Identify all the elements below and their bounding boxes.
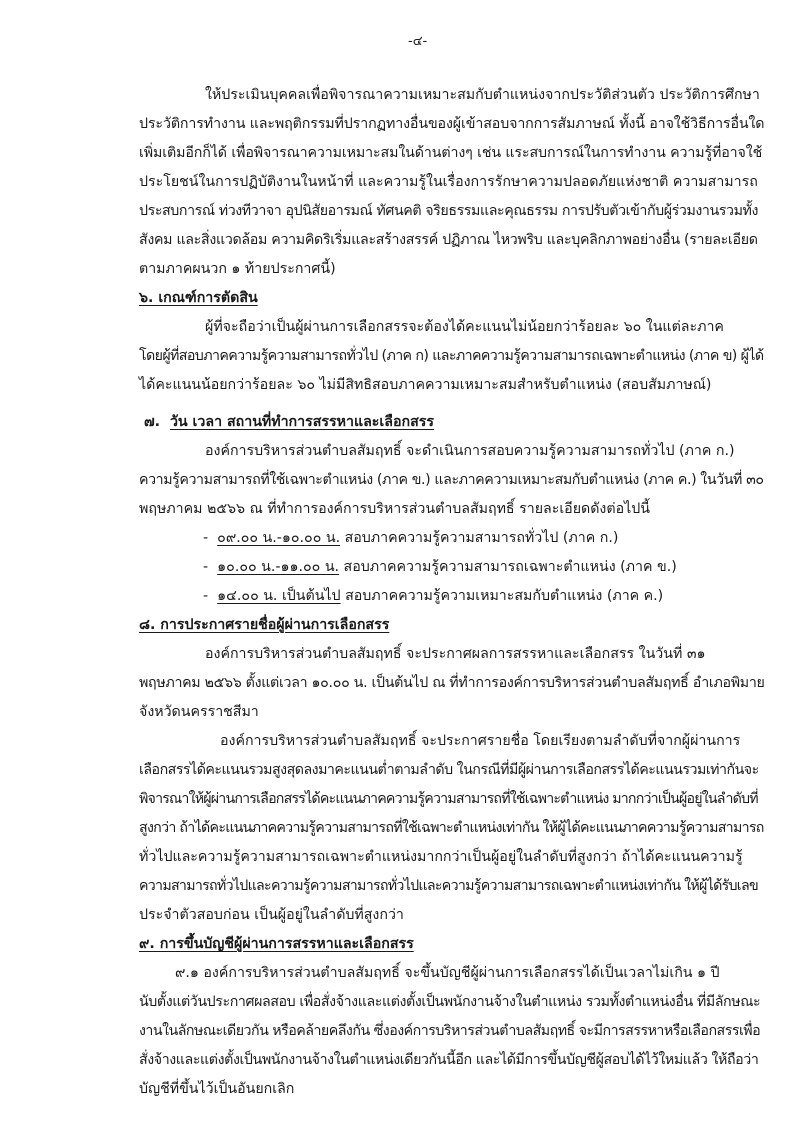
schedule-time: ๑๐.๐๐ น.-๑๑.๐๐ น. (217, 559, 340, 575)
body-line: ทั่วไปและความรู้ความสามารถเฉพาะตำแหน่งมากกว่าเป็นผู้อยู่ในลำดับที่สูงกว่า ถ้าได้คะแนนความรู้ (139, 849, 743, 865)
body-line: พฤษภาคม ๒๕๖๖ ตั้งแต่เวลา ๑๐.๐๐ น. เป็นต้นไป ณ ที่ทำการองค์การบริหารส่วนตำบลสัมฤทธิ์ อำเภอพิมาย (139, 675, 765, 691)
body-line: ความสามารถทั่วไปและความรู้ความสามารถทั่วไปและความรู้ความสามารถเฉพาะตำแหน่งเท่ากัน ให้ผู้ได้รับเลข (139, 878, 758, 894)
schedule-desc: สอบภาคความรู้ความสามารถทั่วไป (ภาค ก.) (340, 530, 619, 546)
schedule-time: ๐๙.๐๐ น.-๑๐.๐๐ น. (217, 530, 341, 546)
body-line: สั่งจ้างและแต่งตั้งเป็นพนักงานจ้างในตำแหน่งเดียวกันนี้อีก และได้มีการขึ้นบัญชีผู้สอบได้ไว้ใหม่แล้ว ให้ถือว่า (139, 1052, 759, 1068)
section-title: วัน เวลา สถานที่ทำการสรรหาและเลือกสรร (169, 414, 434, 430)
body-line: เพิ่มเติมอีกก็ได้ เพื่อพิจารณาความเหมาะสมในด้านต่างๆ เช่น แระสบการณ์ในการทำงาน ความรู้ที่อาจใช้ (139, 145, 763, 161)
body-line: สังคม และสิ่งแวดล้อม ความคิดริเริ่มและสร้างสรรค์ ปฏิภาณ ไหวพริบ และบุคลิกภาพอย่างอื่น (รายละเอียด (139, 232, 758, 248)
body-line: นับตั้งแต่วันประกาศผลสอบ เพื่อสั่งจ้างและแต่งตั้งเป็นพนักงานจ้างในตำแหน่ง รวมทั้งตำแหน่งอื่น ที่มีลักษณะ (139, 994, 761, 1010)
body-line: องค์การบริหารส่วนตำบลสัมฤทธิ์ จะประกาศรายชื่อ โดยเรียงตามลำดับที่จากผู้ผ่านการ (220, 733, 741, 749)
body-line: ประโยชน์ในการปฏิบัติงานในหน้าที่ และความรู้ในเรื่องการรักษาความปลอดภัยแห่งชาติ ความสามารถ (139, 174, 758, 190)
body-line: องค์การบริหารส่วนตำบลสัมฤทธิ์ จะดำเนินการสอบความรู้ความสามารถทั่วไป (ภาค ก.) (205, 443, 735, 459)
schedule-item (203, 557, 677, 577)
body-line: พฤษภาคม ๒๕๖๖ ณ ที่ทำการองค์การบริหารส่วนตำบลสัมฤทธิ์ รายละเอียดดังต่อไปนี้ (139, 501, 650, 517)
section-9-heading: ๙. การขึ้นบัญชีผู้ผ่านการสรรหาและเลือกสรร (139, 936, 414, 952)
schedule-desc: สอบภาคความรู้ความสามารถเฉพาะตำแหน่ง (ภาค ข.) (339, 559, 677, 575)
page-number: -๔- (408, 34, 428, 49)
body-line: ประจำตัวสอบก่อน เป็นผู้อยู่ในลำดับที่สูงกว่า (139, 907, 404, 923)
body-line: งานในลักษณะเดียวกัน หรือคล้ายคลึงกัน ซึ่งองค์การบริหารส่วนตำบลสัมฤทธิ์ จะมีการสรรหาหรือเลือกสรรเพื่อ (139, 1023, 761, 1039)
section-7-heading (144, 412, 434, 432)
section-8-heading: ๘. การประกาศรายชื่อผู้ผ่านการเลือกสรร (139, 617, 390, 633)
list-dash: - (203, 530, 209, 546)
body-line: ให้ประเมินบุคคลเพื่อพิจารณาความเหมาะสมกับตำแหน่งจากประวัติส่วนตัว ประวัติการศึกษา (205, 87, 760, 103)
body-line: ประวัติการทำงาน และพฤติกรรมที่ปรากฏทางอื่นของผู้เข้าสอบจากการสัมภาษณ์ ทั้งนี้ อาจใช้วิธีการอื่นใด (139, 116, 765, 132)
body-line: พิจารณาให้ผู้ผ่านการเลือกสรรได้คะแนนภาคความรู้ความสามารถที่ใช้เฉพาะตำแหน่ง มากกว่าเป็นผู้อยู่ในลำดับที่ (139, 791, 758, 807)
body-line: ได้คะแนนน้อยกว่าร้อยละ ๖๐ ไม่มีสิทธิสอบภาคความเหมาะสมสำหรับตำแหน่ง (สอบสัมภาษณ์) (139, 377, 712, 393)
section-number: ๗. (144, 414, 161, 430)
list-dash: - (203, 588, 209, 604)
body-line: จังหวัดนครราชสีมา (139, 704, 259, 720)
body-line: เลือกสรรได้คะแนนรวมสูงสุดลงมาคะแนนต่ำตามลำดับ ในกรณีที่มีผู้ผ่านการเลือกสรรได้คะแนนรวมเท่ากันจะ (139, 762, 759, 778)
schedule-time: ๑๔.๐๐ น. เป็นต้นไป (217, 588, 341, 604)
schedule-item (203, 586, 663, 606)
body-line: ความรู้ความสามารถที่ใช้เฉพาะตำแหน่ง (ภาค ข.) และภาคความเหมาะสมกับตำแหน่ง (ภาค ค.) ในวันที่ ๓๐ (139, 472, 764, 488)
body-line: องค์การบริหารส่วนตำบลสัมฤทธิ์ จะประกาศผลการสรรหาและเลือกสรร ในวันที่ ๓๑ (205, 646, 706, 662)
body-line: โดยผู้ที่สอบภาคความรู้ความสามารถทั่วไป (ภาค ก) และภาคความรู้ความสามารถเฉพาะตำแหน่ง (ภาค ข) ผู้ได้ (139, 348, 764, 364)
body-line: ๙.๑ องค์การบริหารส่วนตำบลสัมฤทธิ์ จะขึ้นบัญชีผู้ผ่านการเลือกสรรได้เป็นเวลาไม่เกิน ๑ ปี (175, 965, 720, 981)
section-6-heading: ๖. เกณฑ์การตัดสิน (139, 290, 258, 306)
body-line: ผู้ที่จะถือว่าเป็นผู้ผ่านการเลือกสรรจะต้องได้คะแนนไม่น้อยกว่าร้อยละ ๖๐ ในแต่ละภาค (205, 319, 724, 335)
body-line: สูงกว่า ถ้าได้คะแนนภาคความรู้ความสามารถที่ใช้เฉพาะตำแหน่งเท่ากัน ให้ผู้ได้คะแนนภาคความรู้ความสามารถ (139, 820, 764, 836)
schedule-desc: สอบภาคความรู้ความเหมาะสมกับตำแหน่ง (ภาค ค.) (340, 588, 664, 604)
schedule-item (203, 528, 618, 548)
body-line: ตามภาคผนวก ๑ ท้ายประกาศนี้) (139, 261, 336, 277)
body-line: บัญชีที่ขึ้นไว้เป็นอันยกเลิก (139, 1081, 295, 1097)
body-line: ประสบการณ์ ท่วงทีวาจา อุปนิสัยอารมณ์ ทัศนคติ จริยธรรมและคุณธรรม การปรับตัวเข้ากับผู้ร่วมงานรวมทั้ง (139, 203, 759, 219)
list-dash: - (203, 559, 209, 575)
